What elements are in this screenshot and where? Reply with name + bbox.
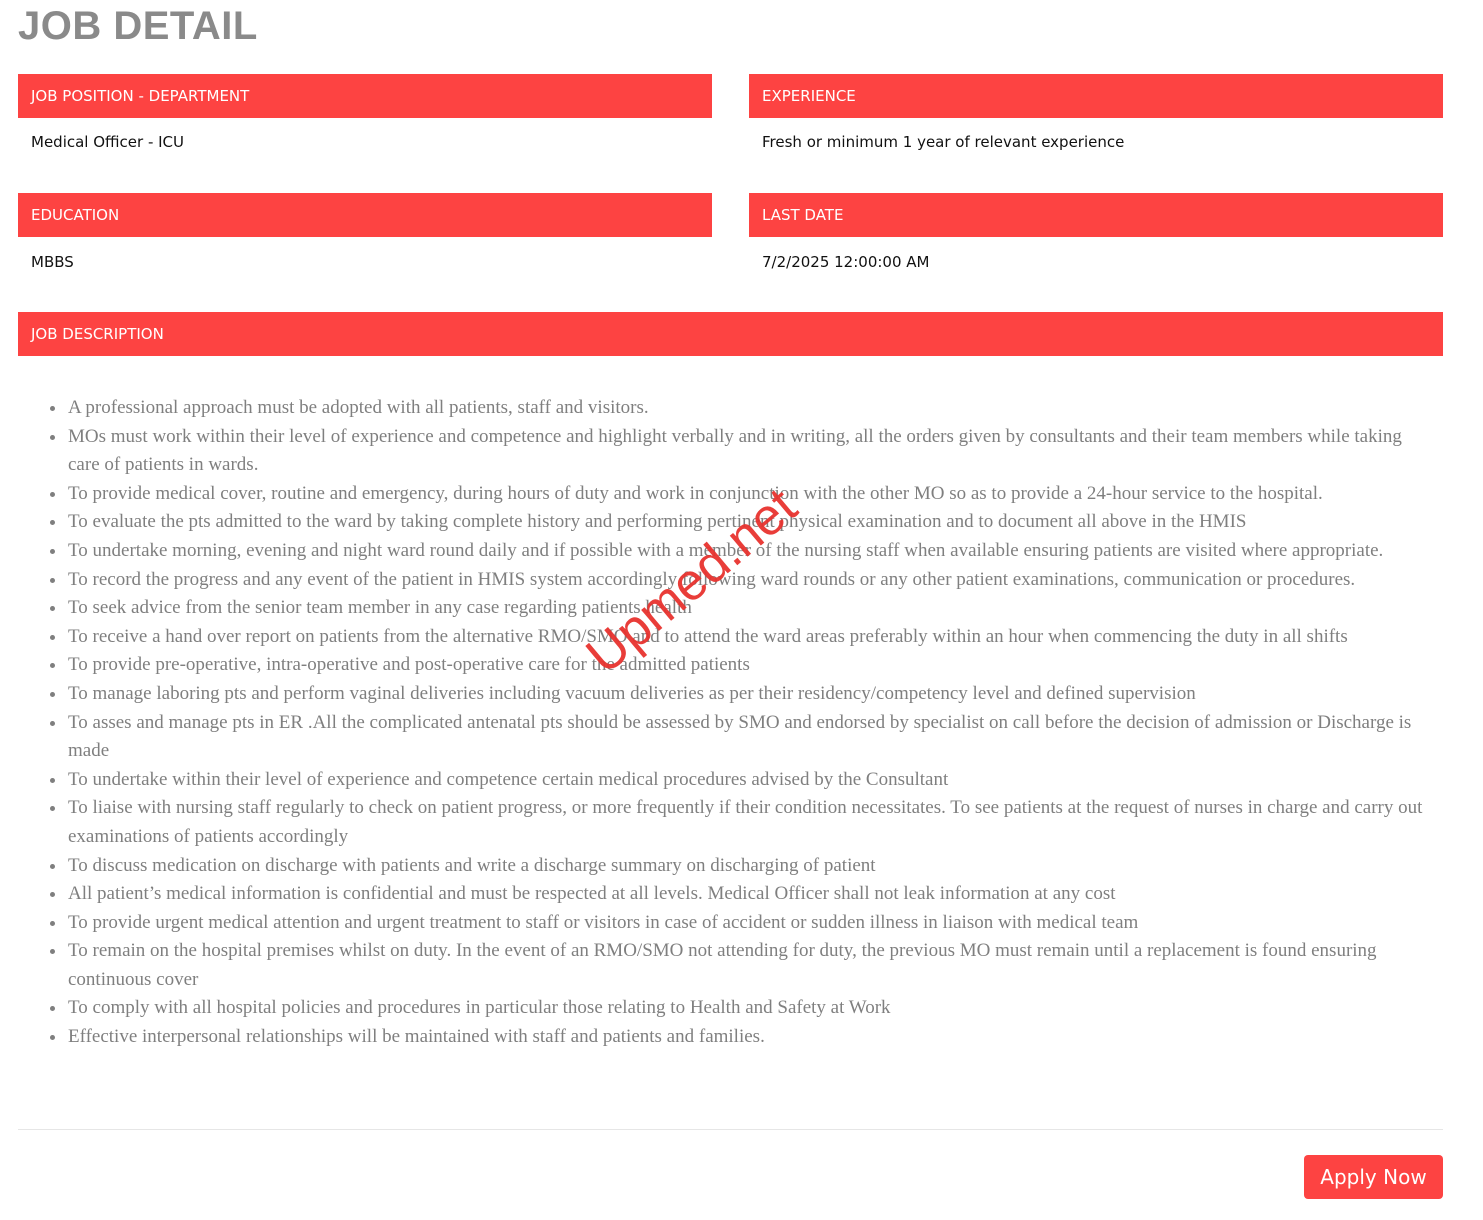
education-value: MBBS (31, 253, 74, 271)
job-position-value: Medical Officer - ICU (31, 133, 185, 151)
list-item: A professional approach must be adopted with all patients, staff and visitors. (48, 394, 1428, 423)
apply-now-button[interactable]: Apply Now (1304, 1155, 1443, 1199)
list-item: To undertake within their level of experience and competence certain medical procedures advised by the Consultant (48, 766, 1428, 795)
list-item: To provide medical cover, routine and emergency, during hours of duty and work in conjunction with the other MO so as to provide a 24-hour service to the hospital. (48, 480, 1428, 509)
watermark-text: Upmed.net (575, 477, 808, 686)
list-item: To discuss medication on discharge with patients and write a discharge summary on discharging of patient (48, 852, 1428, 881)
experience-header: EXPERIENCE (749, 74, 1443, 118)
list-item: To comply with all hospital policies and procedures in particular those relating to Health and Safety at Work (48, 994, 1428, 1023)
divider (18, 1129, 1443, 1130)
list-item: To manage laboring pts and perform vaginal deliveries including vacuum deliveries as per their residency/competency level and defined supervision (48, 680, 1428, 709)
page-title: JOB DETAIL (18, 4, 258, 48)
last-date-value: 7/2/2025 12:00:00 AM (762, 253, 930, 271)
list-item: MOs must work within their level of experience and competence and highlight verbally and in writing, all the orders given by consultants and their team members while taking care of patients in wards. (48, 423, 1428, 480)
education-header: EDUCATION (18, 193, 712, 237)
job-description-list (48, 394, 1428, 1052)
list-item: All patient’s medical information is confidential and must be respected at all levels. Medical Officer shall not leak information at any cost (48, 880, 1428, 909)
job-position-header: JOB POSITION - DEPARTMENT (18, 74, 712, 118)
list-item: To receive a hand over report on patients from the alternative RMO/SMO and to attend the ward areas preferably within an hour when commencing the duty in all shifts (48, 623, 1428, 652)
list-item: To remain on the hospital premises whilst on duty. In the event of an RMO/SMO not attending for duty, the previous MO must remain until a replacement is found ensuring continuous cover (48, 937, 1428, 994)
list-item: To seek advice from the senior team member in any case regarding patients health (48, 594, 1428, 623)
list-item: To liaise with nursing staff regularly to check on patient progress, or more frequently if their condition necessitates. To see patients at the request of nurses in charge and carry out examinations of patients accordingly (48, 794, 1428, 851)
last-date-header: LAST DATE (749, 193, 1443, 237)
list-item: To asses and manage pts in ER .All the complicated antenatal pts should be assessed by SMO and endorsed by specialist on call before the decision of admission or Discharge is made (48, 709, 1428, 766)
list-item: To record the progress and any event of the patient in HMIS system accordingly following ward rounds or any other patient examinations, communication or procedures. (48, 566, 1428, 595)
list-item: Effective interpersonal relationships will be maintained with staff and patients and families. (48, 1023, 1428, 1052)
experience-value: Fresh or minimum 1 year of relevant experience (762, 133, 1125, 151)
list-item: To provide urgent medical attention and urgent treatment to staff or visitors in case of accident or sudden illness in liaison with medical team (48, 909, 1428, 938)
list-item: To evaluate the pts admitted to the ward by taking complete history and performing pertinent physical examination and to document all above in the HMIS (48, 508, 1428, 537)
list-item: To undertake morning, evening and night ward round daily and if possible with a member of the nursing staff when available ensuring patients are visited where appropriate. (48, 537, 1428, 566)
list-item: To provide pre-operative, intra-operative and post-operative care for the admitted patients (48, 651, 1428, 680)
job-description-header: JOB DESCRIPTION (18, 312, 1443, 356)
